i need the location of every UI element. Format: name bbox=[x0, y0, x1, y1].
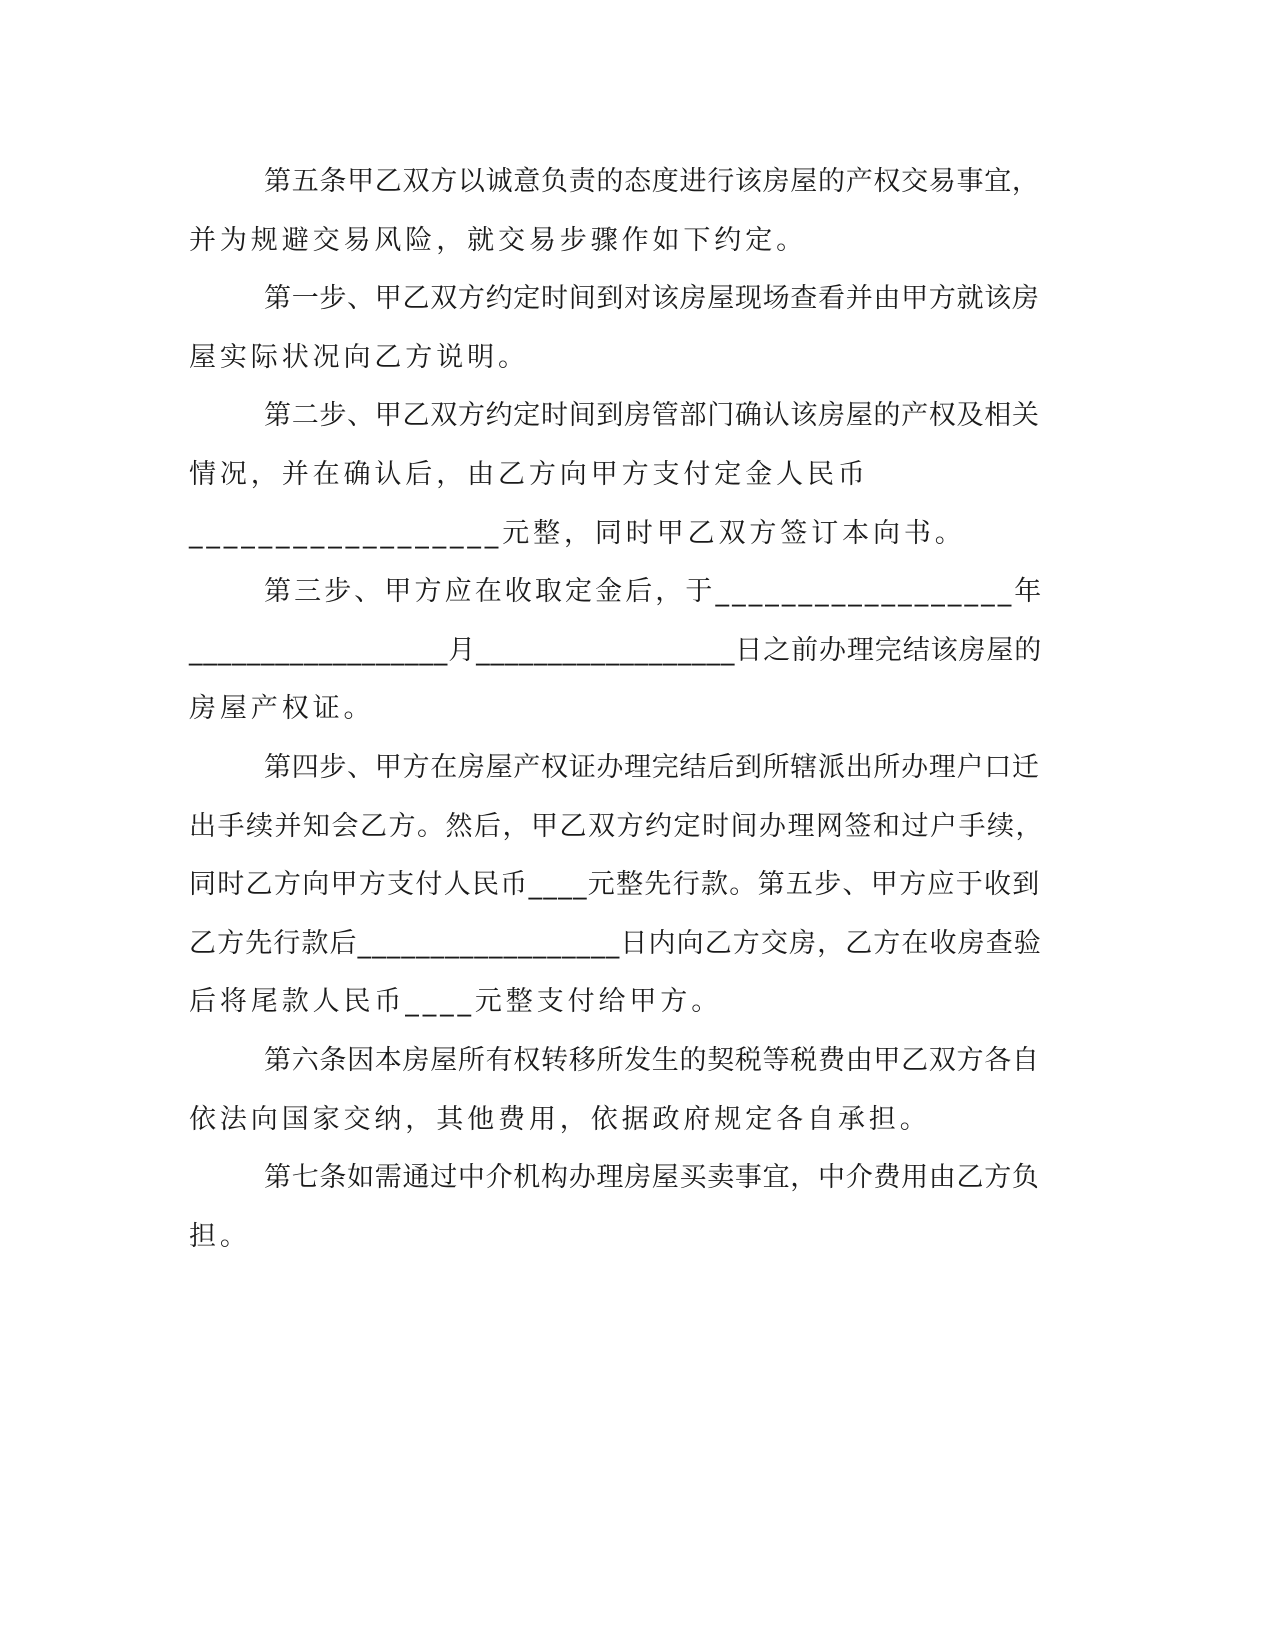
text-line: 同时乙方向甲方支付人民币____元整先行款。第五步、甲方应于收到 bbox=[189, 869, 1041, 900]
text-line: 并为规避交易风险，就交易步骤作如下约定。 bbox=[189, 225, 807, 256]
text-line: 乙方先行款后__________________日内向乙方交房，乙方在收房查验 bbox=[189, 928, 1042, 959]
text-line: 第三步、甲方应在收取定金后，于__________________年 bbox=[264, 576, 1045, 607]
text-line: __________________元整，同时甲乙双方签订本向书。 bbox=[189, 518, 966, 549]
text-line: 情况，并在确认后，由乙方向甲方支付定金人民币 bbox=[189, 459, 869, 490]
text-line: 担。 bbox=[189, 1221, 251, 1252]
text-line: 屋实际状况向乙方说明。 bbox=[189, 342, 529, 373]
text-line: 第四步、甲方在房屋产权证办理完结后到所辖派出所办理户口迁 bbox=[264, 752, 1040, 783]
text-line: 房屋产权证。 bbox=[189, 693, 375, 724]
text-line: 依法向国家交纳，其他费用，依据政府规定各自承担。 bbox=[189, 1104, 931, 1135]
text-line: 第七条如需通过中介机构办理房屋买卖事宜，中介费用由乙方负 bbox=[264, 1162, 1040, 1193]
text-line: 第一步、甲乙双方约定时间到对该房屋现场查看并由甲方就该房 bbox=[264, 283, 1040, 314]
text-line: 第六条因本房屋所有权转移所发生的契税等税费由甲乙双方各自 bbox=[264, 1045, 1040, 1076]
text-line: 第五条甲乙双方以诚意负责的态度进行该房屋的产权交易事宜， bbox=[264, 166, 1040, 197]
text-line: 后将尾款人民币____元整支付给甲方。 bbox=[189, 986, 723, 1017]
text-line: 第二步、甲乙双方约定时间到房管部门确认该房屋的产权及相关 bbox=[264, 400, 1040, 431]
text-line: __________________月__________________日之前办理完结该房屋的 bbox=[189, 635, 1043, 666]
text-line: 出手续并知会乙方。然后，甲乙双方约定时间办理网签和过户手续， bbox=[189, 811, 1044, 842]
